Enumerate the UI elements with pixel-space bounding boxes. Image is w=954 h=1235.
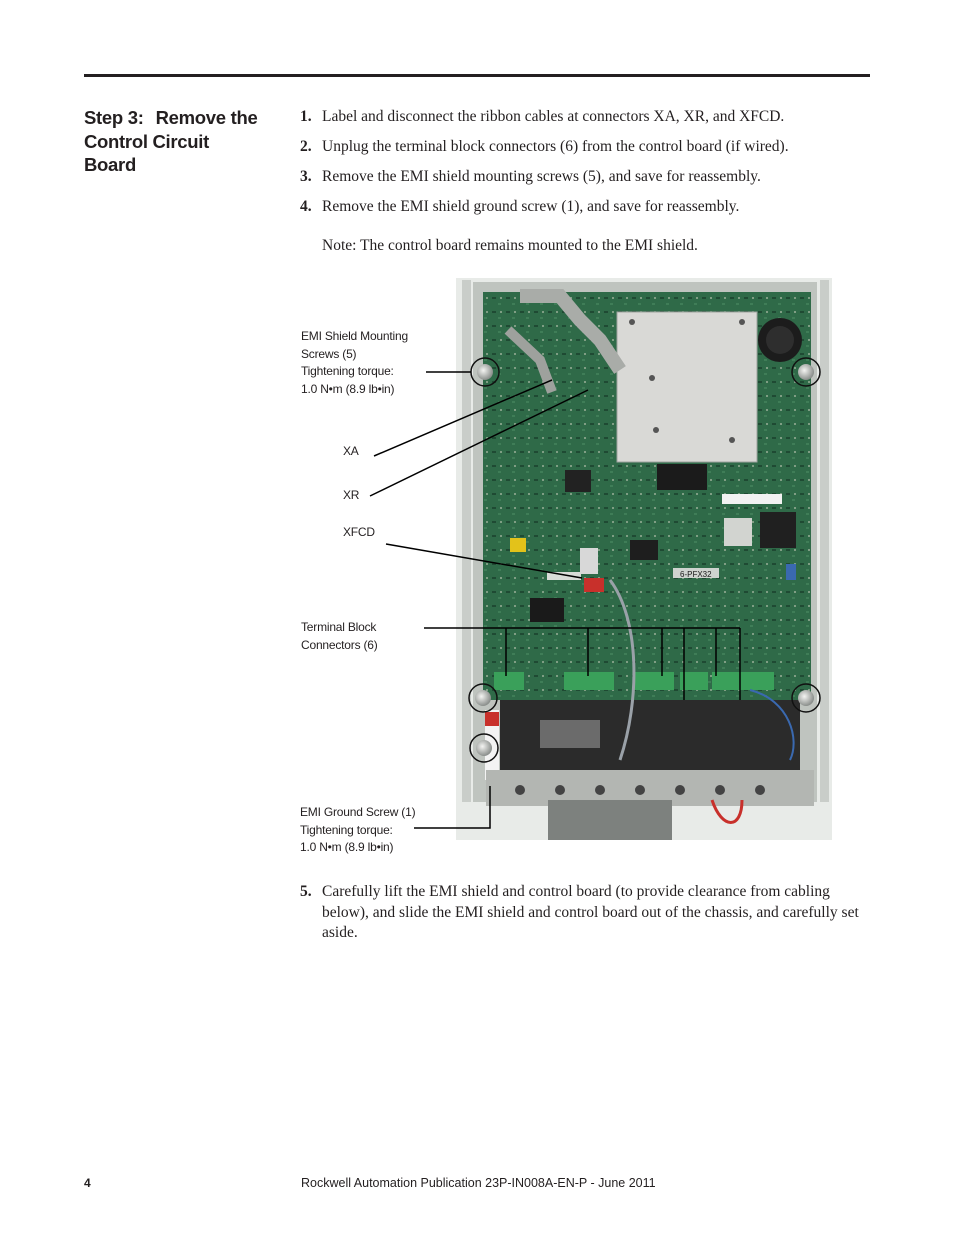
callout-line: Terminal Block <box>301 620 377 634</box>
callout-line: Tightening torque: <box>300 822 393 837</box>
heading-title-line3: Board <box>84 154 136 175</box>
step-text: Unplug the terminal block connectors (6) from the control board (if wired). <box>322 138 789 155</box>
step-text: Remove the EMI shield mounting screws (5), and save for reassembly. <box>322 168 761 185</box>
step-number: 2. <box>300 138 312 155</box>
drive-photo <box>456 278 832 840</box>
callout-line: Screws (5) <box>301 346 357 361</box>
ground-screw-callout <box>300 804 415 857</box>
board-id-label: 6-PFX32 <box>680 570 712 579</box>
step-number: 3. <box>300 168 312 185</box>
step-number: 1. <box>300 108 312 125</box>
step-text: Label and disconnect the ribbon cables at connectors XA, XR, and XFCD. <box>322 108 785 125</box>
publication-footer: Rockwell Automation Publication 23P-IN008A-EN-P - June 2011 <box>301 1176 656 1190</box>
step-number: 5. <box>300 883 312 900</box>
heading-title-line2: Control Circuit <box>84 130 209 152</box>
callout-line: EMI Shield Mounting <box>301 329 408 343</box>
callout-line: EMI Ground Screw (1) <box>300 805 416 819</box>
step-number: 4. <box>300 198 312 215</box>
xa-callout: XA <box>343 444 359 458</box>
xfcd-callout: XFCD <box>343 525 375 539</box>
xr-callout: XR <box>343 488 360 502</box>
callout-line: 1.0 N•m (8.9 lb•in) <box>300 840 394 854</box>
step-label: Step 3: <box>84 107 144 128</box>
list-item <box>300 882 872 944</box>
page-number: 4 <box>84 1176 91 1190</box>
note-text: Note: The control board remains mounted to the EMI shield. <box>322 237 698 254</box>
mounting-screws-callout <box>301 328 408 398</box>
callout-line: Connectors (6) <box>301 637 378 652</box>
terminal-block-callout <box>301 619 378 654</box>
callout-line: Tightening torque: <box>301 364 394 378</box>
callout-line: 1.0 N•m (8.9 lb•in) <box>301 381 395 396</box>
heading-title-line1: Remove the <box>155 107 258 128</box>
step-text: Carefully lift the EMI shield and control board (to provide clearance from cabling below), and slide the EMI shield and control board out of the chassis, and carefully set aside. <box>322 883 859 941</box>
step-text: Remove the EMI shield ground screw (1), and save for reassembly. <box>322 198 740 215</box>
